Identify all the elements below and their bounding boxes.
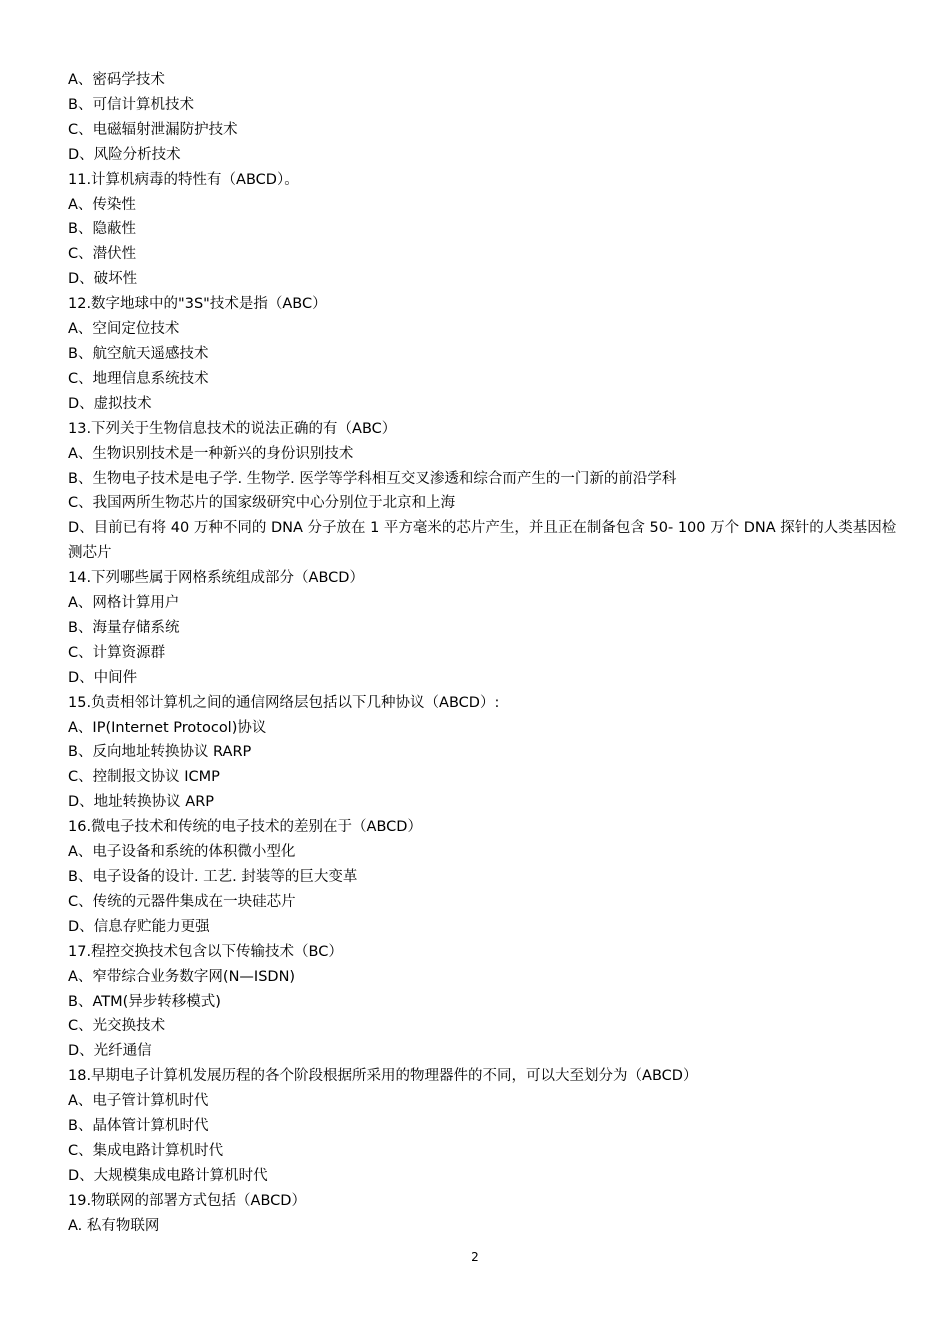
option-line: B、电子设备的设计. 工艺. 封装等的巨大变革 bbox=[68, 869, 358, 885]
question-line: 16.微电子技术和传统的电子技术的差别在于（ABCD） bbox=[68, 819, 422, 836]
option-line: B、隐蔽性 bbox=[68, 221, 136, 238]
option-line: A、传染性 bbox=[68, 196, 136, 213]
option-line: A、密码学技术 bbox=[68, 72, 165, 88]
question-line: 17.程控交换技术包含以下传输技术（BC） bbox=[68, 943, 343, 960]
option-line: C、光交换技术 bbox=[68, 1018, 166, 1035]
option-line: B、可信计算机技术 bbox=[68, 96, 194, 113]
option-line: A、电子设备和系统的体积微小型化 bbox=[68, 844, 296, 861]
option-line: D、虚拟技术 bbox=[68, 395, 152, 412]
option-line: D、光纤通信 bbox=[68, 1043, 152, 1060]
option-line: B、晶体管计算机时代 bbox=[68, 1118, 209, 1135]
question-line: 18.早期电子计算机发展历程的各个阶段根据所采用的物理器件的不同，可以大至划分为（ABCD） bbox=[68, 1068, 698, 1085]
option-line: D、大规模集成电路计算机时代 bbox=[68, 1167, 268, 1184]
question-line: 15.负责相邻计算机之间的通信网络层包括以下几种协议（ABCD）: bbox=[68, 694, 500, 711]
option-line: C、我国两所生物芯片的国家级研究中心分别位于北京和上海 bbox=[68, 495, 456, 512]
option-line: D、地址转换协议 ARP bbox=[68, 794, 215, 811]
option-line: D、风险分析技术 bbox=[68, 146, 181, 163]
option-line: A、电子管计算机时代 bbox=[68, 1093, 209, 1110]
option-line: A、窄带综合业务数字网(N—ISDN) bbox=[68, 968, 296, 985]
option-line: C、电磁辐射泄漏防护技术 bbox=[68, 121, 238, 138]
option-line: A、空间定位技术 bbox=[68, 321, 180, 338]
page-number: 2 bbox=[471, 1250, 479, 1264]
option-line: D、破坏性 bbox=[68, 271, 138, 288]
option-line: A、生物识别技术是一种新兴的身份识别技术 bbox=[68, 445, 354, 462]
question-line: 19.物联网的部署方式包括（ABCD） bbox=[68, 1192, 306, 1209]
option-line: C、集成电路计算机时代 bbox=[68, 1142, 224, 1159]
option-line: A、网格计算用户 bbox=[68, 595, 180, 612]
option-line: D、目前已有将 40 万种不同的 DNA 分子放在 1 平方毫米的芯片产生，并且正在制备包含 50- 100 万个 DNA 探针的人类基因检测芯片 bbox=[68, 520, 897, 562]
question-line: 13.下列关于生物信息技术的说法正确的有（ABC） bbox=[68, 420, 397, 437]
option-line: B、海量存储系统 bbox=[68, 619, 180, 636]
option-line: B、ATM(异步转移模式) bbox=[68, 993, 221, 1010]
option-line: B、航空航天遥感技术 bbox=[68, 345, 209, 362]
option-line: C、计算资源群 bbox=[68, 644, 166, 661]
option-line: B、反向地址转换协议 RARP bbox=[68, 744, 252, 761]
question-line: 12.数字地球中的"3S"技术是指（ABC） bbox=[68, 296, 327, 313]
option-line: C、控制报文协议 ICMP bbox=[68, 769, 220, 786]
question-line: 11.计算机病毒的特性有（ABCD）。 bbox=[68, 171, 299, 188]
option-line: C、传统的元器件集成在一块硅芯片 bbox=[68, 893, 296, 910]
option-line: C、地理信息系统技术 bbox=[68, 370, 209, 387]
option-line: D、中间件 bbox=[68, 669, 138, 686]
option-line: C、潜伏性 bbox=[68, 246, 137, 263]
question-line: 14.下列哪些属于网格系统组成部分（ABCD） bbox=[68, 570, 364, 587]
option-line: A. 私有物联网 bbox=[68, 1217, 160, 1234]
document-body bbox=[68, 68, 898, 1239]
option-line: B、生物电子技术是电子学. 生物学. 医学等学科相互交叉渗透和综合而产生的一门新的前沿学科 bbox=[68, 470, 677, 487]
option-line: D、信息存贮能力更强 bbox=[68, 918, 210, 935]
option-line: A、IP(Internet Protocol)协议 bbox=[68, 719, 267, 736]
